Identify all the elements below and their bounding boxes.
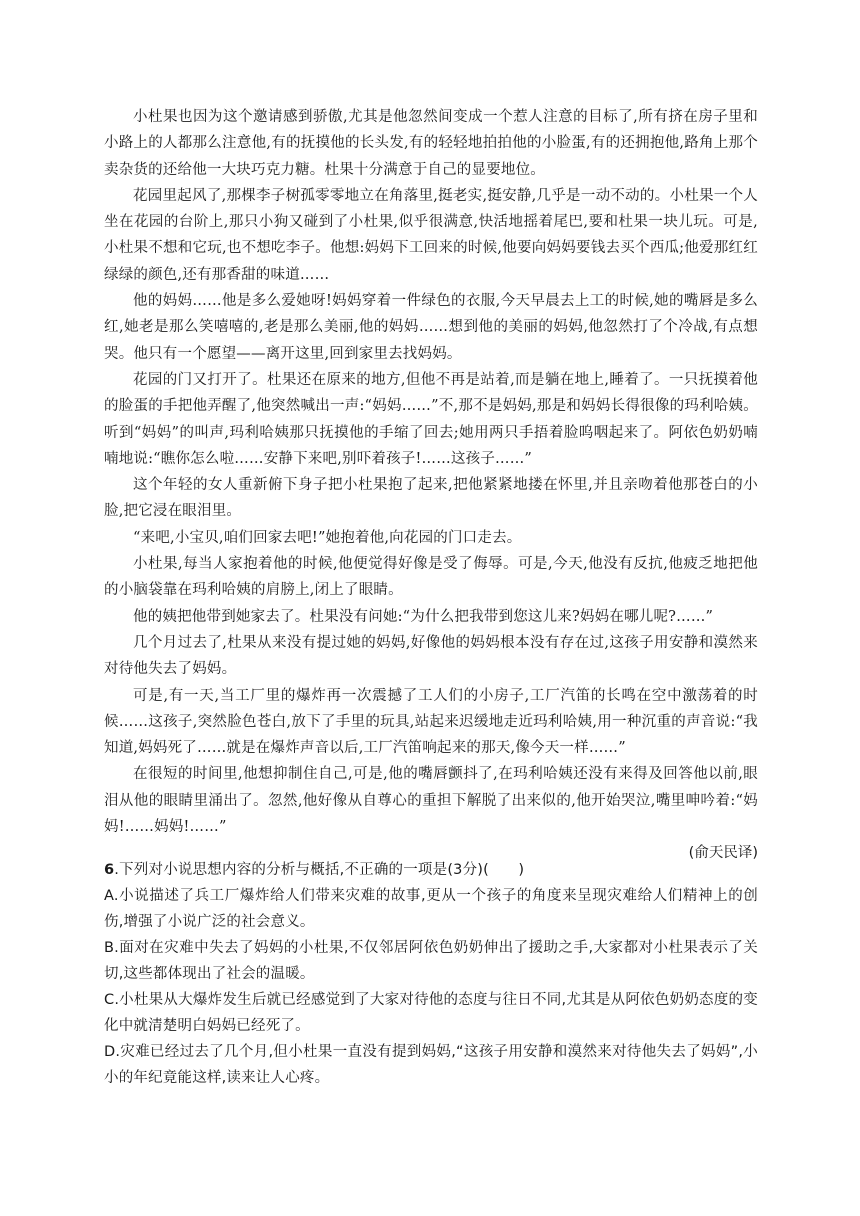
- story-paragraph: 小杜果,每当人家抱着他的时候,他便觉得好像是受了侮辱。可是,今天,他没有反抗,他疲乏地把他的小脑袋靠在玛利哈姨的肩膀上,闭上了眼睛。: [104, 556, 758, 599]
- question-number: 6: [104, 862, 115, 878]
- option-b: B.面对在灾难中失去了妈妈的小杜果,不仅邻居阿依色奶奶伸出了援助之手,大家都对小杜果表示了关切,这些都体现出了社会的温暖。: [104, 940, 758, 982]
- story-paragraph: 他的姨把他带到她家去了。杜果没有问她:“为什么把我带到您这儿来?妈妈在哪儿呢?……”: [133, 608, 714, 625]
- question-text: .下列对小说思想内容的分析与概括,不正确的一项是(3分)( ): [114, 862, 525, 878]
- story-paragraph: 花园的门又打开了。杜果还在原来的地方,但他不再是站着,而是躺在地上,睡着了。一只抚摸着他的脸蛋的手把他弄醒了,他突然喊出一声:“妈妈……”不,那不是妈妈,那是和妈妈长得很像的玛利哈姨。听到“妈妈”的叫声,玛利哈姨那只抚摸他的手缩了回去;她用两只手捂着脸呜咽起来了。阿依色奶奶喃喃地说:“瞧你怎么啦……安静下来吧,别吓着孩子!……这孩子……”: [104, 371, 758, 467]
- story-text: [104, 104, 758, 866]
- option-a: A.小说描述了兵工厂爆炸给人们带来灾难的故事,更从一个孩子的角度来呈现灾难给人们精神上的创伤,增强了小说广泛的社会意义。: [104, 888, 758, 930]
- question-stem: [104, 857, 758, 883]
- option-d: D.灾难已经过去了几个月,但小杜果一直没有提到妈妈,“这孩子用安静和漠然来对待他失去了妈妈”,小小的年纪竟能这样,读来让人心疼。: [104, 1044, 758, 1086]
- story-paragraph: 几个月过去了,杜果从来没有提过她的妈妈,好像他的妈妈根本没有存在过,这孩子用安静和漠然来对待他失去了妈妈。: [104, 634, 758, 678]
- story-paragraph: 在很短的时间里,他想抑制住自己,可是,他的嘴唇颤抖了,在玛利哈姨还没有来得及回答他以前,眼泪从他的眼睛里涌出了。忽然,他好像从自尊心的重担下解脱了出来似的,他开始哭泣,嘴里呻吟着:“妈妈!……妈妈!……”: [104, 766, 758, 836]
- question-block: [104, 857, 758, 1091]
- story-paragraph: 花园里起风了,那棵李子树孤零零地立在角落里,挺老实,挺安静,几乎是一动不动的。小杜果一个人坐在花园的台阶上,那只小狗又碰到了小杜果,似乎很满意,快活地摇着尾巴,要和杜果一块儿玩。可是,小杜果不想和它玩,也不想吃李子。他想:妈妈下工回来的时候,他要向妈妈要钱去买个西瓜;他爱那红红绿绿的颜色,还有那香甜的味道……: [104, 187, 758, 283]
- story-paragraph: 他的妈妈……他是多么爱她呀!妈妈穿着一件绿色的衣服,今天早晨去上工的时候,她的嘴唇是多么红,她老是那么笑嘻嘻的,老是那么美丽,他的妈妈……想到他的美丽的妈妈,他忽然打了个冷战,有点想哭。他只有一个愿望——离开这里,回到家里去找妈妈。: [104, 293, 758, 362]
- story-paragraph: 这个年轻的女人重新俯下身子把小杜果抱了起来,把他紧紧地搂在怀里,并且亲吻着他那苍白的小脸,把它浸在眼泪里。: [104, 477, 758, 520]
- story-paragraph: 可是,有一天,当工厂里的爆炸再一次震撼了工人们的小房子,工厂汽笛的长鸣在空中激荡着的时候……这孩子,突然脸色苍白,放下了手里的玩具,站起来迟缓地走近玛利哈姨,用一种沉重的声音说:“我知道,妈妈死了……就是在爆炸声音以后,工厂汽笛响起来的那天,像今天一样……”: [104, 687, 758, 757]
- story-paragraph: “来吧,小宝贝,咱们回家去吧!”她抱着他,向花园的门口走去。: [133, 529, 522, 546]
- translator-credit: (俞天民译): [688, 845, 758, 862]
- option-c: C.小杜果从大爆炸发生后就已经感觉到了大家对待他的态度与往日不同,尤其是从阿依色奶奶态度的变化中就清楚明白妈妈已经死了。: [104, 992, 758, 1034]
- story-paragraph: 小杜果也因为这个邀请感到骄傲,尤其是他忽然间变成一个惹人注意的目标了,所有挤在房子里和小路上的人都那么注意他,有的抚摸他的长头发,有的轻轻地拍拍他的小脸蛋,有的还拥抱他,路角上那个卖杂货的还给他一大块巧克力糖。杜果十分满意于自己的显要地位。: [104, 109, 758, 178]
